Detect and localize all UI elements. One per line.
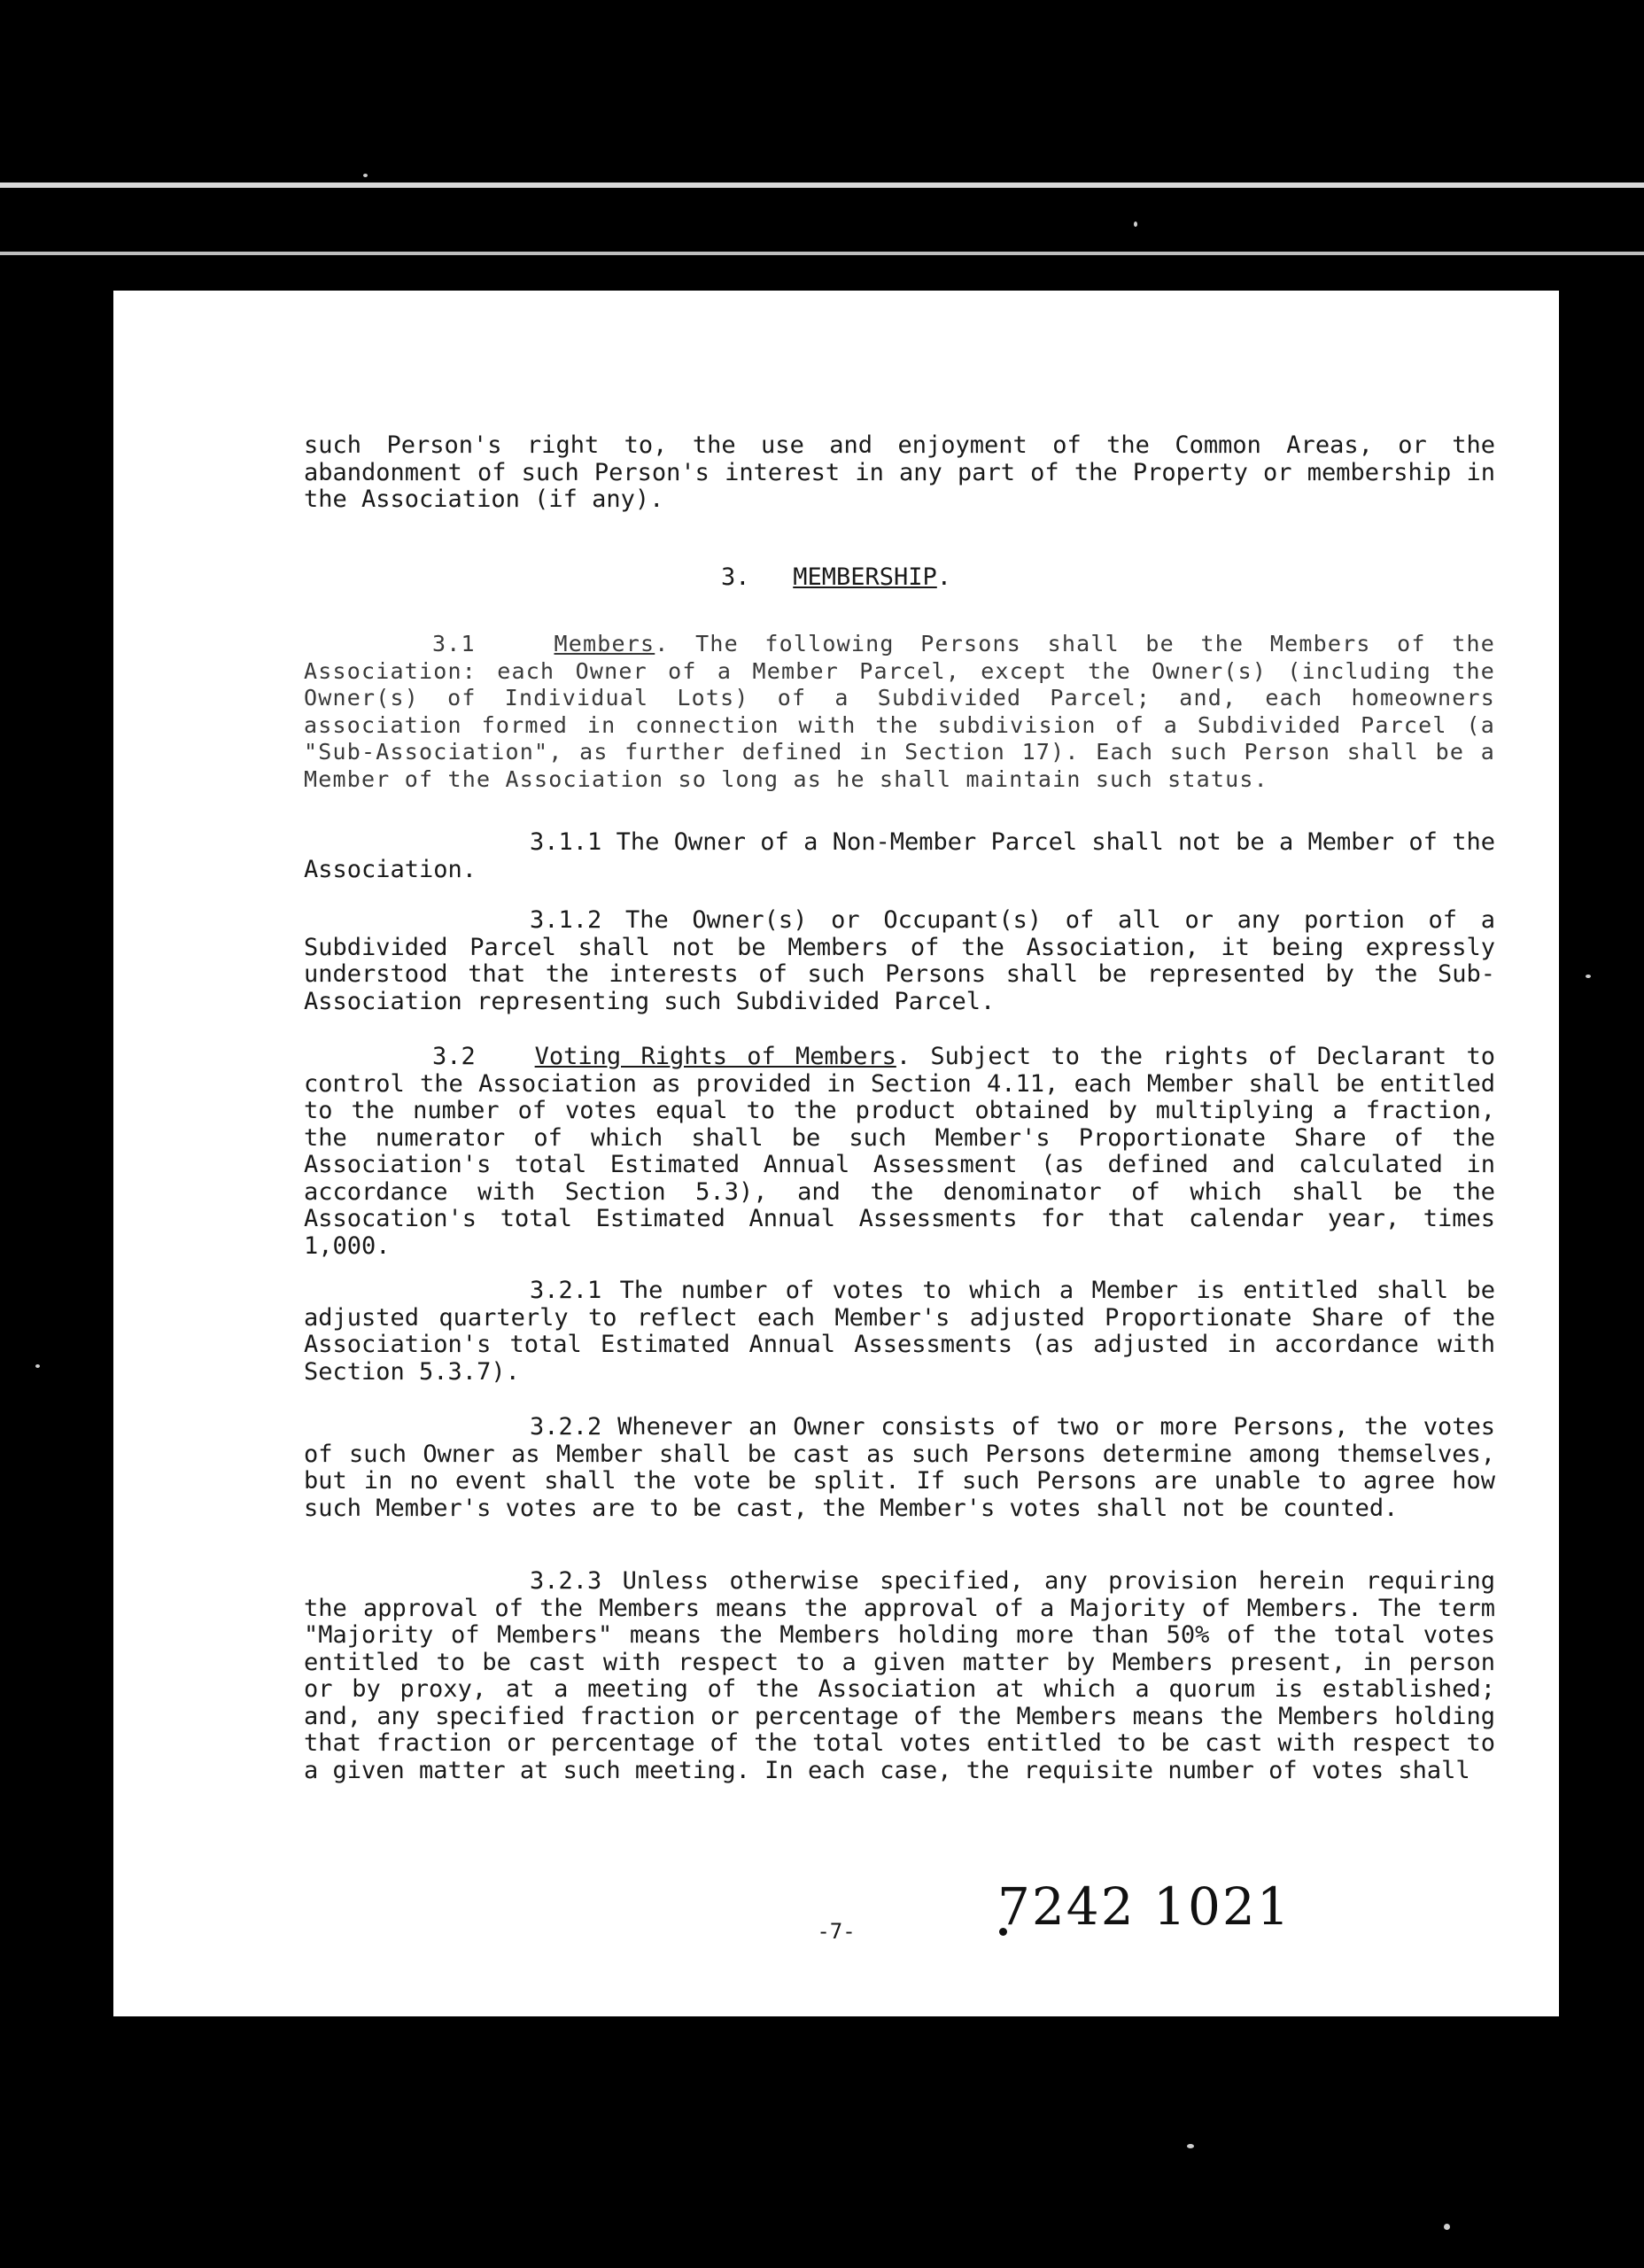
scan-edge-line <box>0 252 1644 255</box>
section-3-2-title: Voting Rights of Members <box>534 1043 896 1070</box>
section-3-1-title: Members <box>554 631 655 656</box>
section-3-2-3: 3.2.3 Unless otherwise specified, any provision herein requiring the approval of the Members means the approval of a Majority of Members. The term "Majority of Members" means the Members holding more than 50% of the total votes entitled to be cast with respect to a given matter by Members present, in person or by proxy, at a meeting of the Association at which a quorum is established; and, any specified fraction or percentage of the Members means the Members holding that fraction or percentage of the total votes entitled to be cast with respect to a given matter at such meeting. In each case, the requisite number of votes shall <box>304 1567 1495 1784</box>
section-3-2-number: 3.2 <box>432 1043 476 1070</box>
section-3-1-text: . The following Persons shall be the Members of the Association: each Owner of a Member Parcel, except the Owner(s) (including the Owner(s) of Individual Lots) of a Subdivided Parcel; and, each homeowners association formed in connection with the subdivision of a Subdivided Parcel (a "Sub-Association", as further defined in Section 17). Each such Person shall be a Member of the Association so long as he shall maintain such status. <box>304 631 1495 792</box>
intro-paragraph: such Person's right to, the use and enjoyment of the Common Areas, or the abandonment of such Person's interest in any part of the Property or membership in the Association (if any). <box>304 431 1495 513</box>
section-3-2 <box>304 1044 1495 1260</box>
section-3-1-1: 3.1.1 The Owner of a Non-Member Parcel shall not be a Member of the Association. <box>304 828 1495 883</box>
heading-title: MEMBERSHIP <box>793 563 937 591</box>
section-3-2-text: . Subject to the rights of Declarant to control the Association as provided in Section 4.11, each Member shall be entitled to the number of votes equal to the product obtained by multiplying a fraction, the numerator of which shall be such Member's Proportionate Share of the Association's total Estimated Annual Assessment (as defined and calculated in accordance with Section 5.3), and the denominator of which shall be the Assocation's total Estimated Annual Assessments for that calendar year, times 1,000. <box>304 1043 1495 1260</box>
scan-speck <box>363 174 368 177</box>
section-3-1-2: 3.1.2 The Owner(s) or Occupant(s) of all or any portion of a Subdivided Parcel shall not be Members of the Association, it being expressly understood that the interests of such Persons shall be represented by the Sub-Association representing such Subdivided Parcel. <box>304 906 1495 1015</box>
section-heading <box>113 563 1559 591</box>
heading-number: 3. <box>720 563 750 591</box>
scan-speck <box>1134 221 1137 227</box>
section-3-2-1: 3.2.1 The number of votes to which a Member is entitled shall be adjusted quarterly to reflect each Member's adjusted Proportionate Share of the Association's total Estimated Annual Assessments (as adjusted in accordance with Section 5.3.7). <box>304 1277 1495 1386</box>
scan-speck <box>35 1364 40 1368</box>
section-3-1 <box>304 631 1495 793</box>
scan-edge-line <box>0 183 1644 188</box>
recording-stamp: 7242 1021 <box>997 1876 1291 1937</box>
scan-speck <box>1187 2144 1194 2148</box>
page-number: -7- <box>817 1919 856 1944</box>
section-3-1-number: 3.1 <box>432 631 476 656</box>
heading-period: . <box>936 563 952 591</box>
scan-speck <box>1444 2224 1450 2230</box>
scan-speck <box>1586 975 1591 978</box>
document-page <box>113 291 1559 2016</box>
section-3-2-2: 3.2.2 Whenever an Owner consists of two or more Persons, the votes of such Owner as Member shall be cast as such Persons determine among themselves, but in no event shall the vote be split. If such Persons are unable to agree how such Member's votes are to be cast, the Member's votes shall not be counted. <box>304 1413 1495 1522</box>
